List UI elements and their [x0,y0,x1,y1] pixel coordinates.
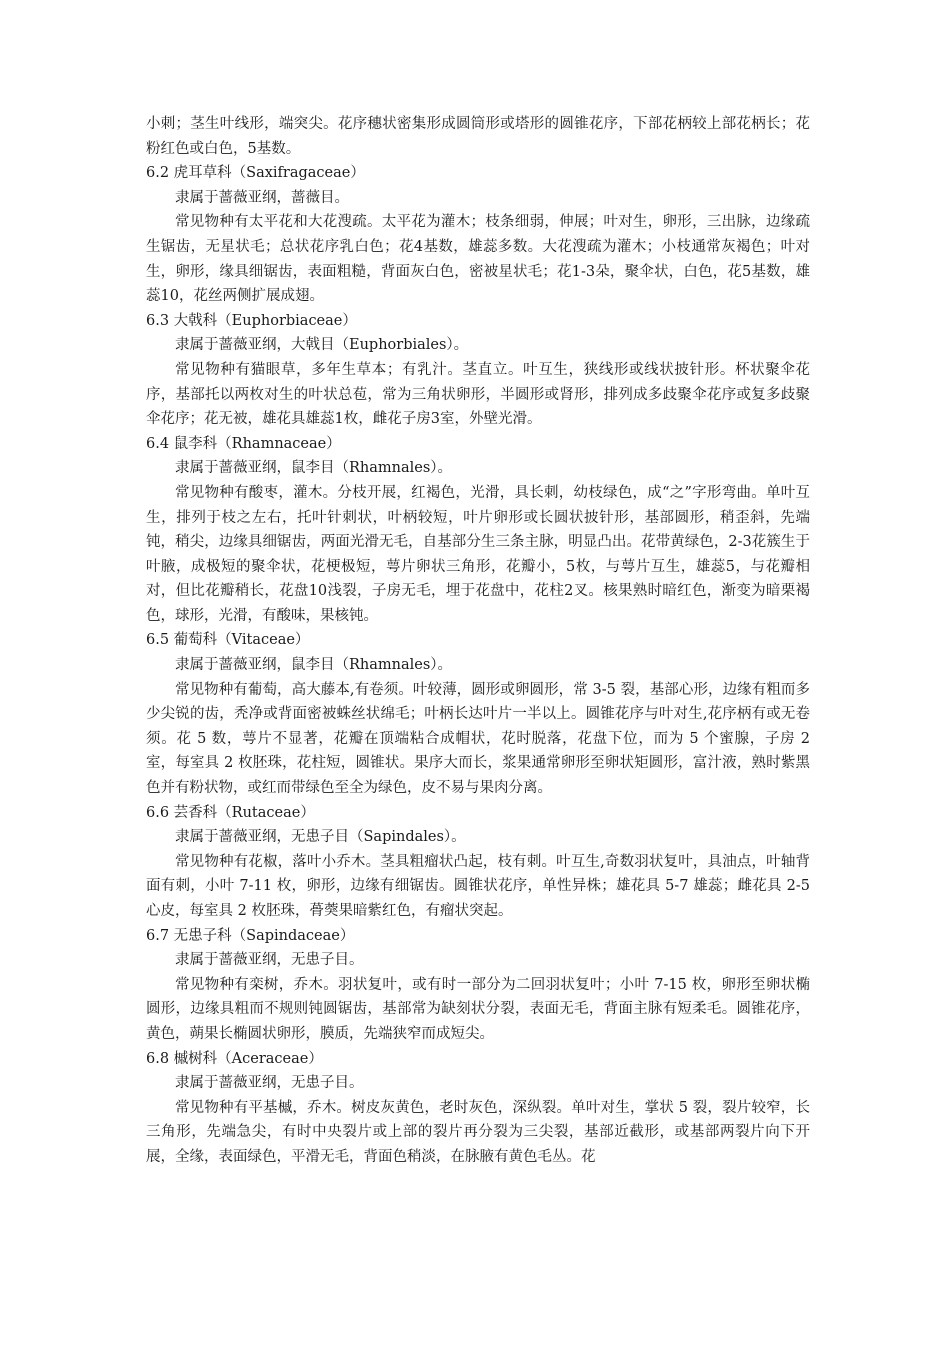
section-heading: 6.5 葡萄科（Vitaceae） [146,632,310,649]
paragraph: 隶属于蔷薇亚纲，蔷薇目。 [175,189,349,206]
paragraph: 常见物种有猫眼草，多年生草本；有乳汁。茎直立。叶互生，狭线形或线状披针形。杯状聚伞花序，基部托以两枚对生的叶状总苞，常为三角状卵形，半圆形或肾形，排列成多歧聚伞花序或复多歧聚伞花序；花无被，雄花具雄蕊1枚，雌花子房3室，外壁光滑。 [146,361,810,428]
section-heading: 6.4 鼠李科（Rhamnaceae） [146,435,341,452]
section-heading: 6.6 芸香科（Rutaceae） [146,804,315,821]
paragraph: 常见物种有葡萄，高大藤本,有卷须。叶较薄，圆形或卵圆形，常 3-5 裂，基部心形，边缘有粗而多少尖锐的齿，秃净或背面密被蛛丝状绵毛；叶柄长达叶片一半以上。圆锥花序与叶对生,花序柄有或无卷须。花 5 数，萼片不显著，花瓣在顶端粘合成帽状，花时脱落，花盘下位，而为 5 个蜜腺，子房 2 室，每室具 2 枚胚珠，花柱短，圆锥状。果序大而长，浆果通常卵形至卵状矩圆形，富汁液，熟时紫黑色并有粉状物，或红而带绿色至全为绿色，皮不易与果肉分离。 [146,681,810,797]
section-heading: 6.7 无患子科（Sapindaceae） [146,927,355,944]
paragraph: 小刺；茎生叶线形，端突尖。花序穗状密集形成圆筒形或塔形的圆锥花序，下部花柄较上部花柄长；花粉红色或白色，5基数。 [146,116,810,157]
paragraph: 隶属于蔷薇亚纲，大戟目（Euphorbiales）。 [175,337,469,354]
paragraph: 隶属于蔷薇亚纲，鼠李目（Rhamnales）。 [175,460,453,477]
paragraph: 常见物种有栾树，乔木。羽状复叶，或有时一部分为二回羽状复叶；小叶 7-15 枚，卵形至卵状椭圆形，边缘具粗而不规则钝圆锯齿，基部常为缺刻状分裂，表面无毛，背面主脉有短柔毛。圆锥花序，黄色，蒴果长椭圆状卵形，膜质，先端狭窄而成短尖。 [146,976,810,1042]
paragraph: 常见物种有平基槭，乔木。树皮灰黄色，老时灰色，深纵裂。单叶对生，掌状 5 裂，裂片较窄，长三角形，先端急尖，有时中央裂片或上部的裂片再分裂为三尖裂，基部近截形，或基部两裂片向下开展，全缘，表面绿色，平滑无毛，背面色稍淡，在脉腋有黄色毛丛。花 [146,1099,810,1165]
paragraph: 常见物种有花椒，落叶小乔木。茎具粗瘤状凸起，枝有刺。叶互生,奇数羽状复叶，具油点，叶轴背面有刺，小叶 7-11 枚，卵形，边缘有细锯齿。圆锥状花序，单性异株；雄花具 5-7 雄蕊；雌花具 2-5 心皮，每室具 2 枚胚珠，蓇葖果暗紫红色，有瘤状突起。 [146,853,810,919]
section-heading: 6.3 大戟科（Euphorbiaceae） [146,312,357,329]
paragraph: 常见物种有酸枣，灌木。分枝开展，红褐色，光滑，具长刺，幼枝绿色，成“之”字形弯曲。单叶互生，排列于枝之左右，托叶针刺状，叶柄较短，叶片卵形或长圆状披针形，基部圆形，稍歪斜，先端钝，稍尖，边缘具细锯齿，两面光滑无毛，自基部分生三条主脉，明显凸出。花带黄绿色，2-3花簇生于叶腋，成极短的聚伞状，花梗极短，萼片卵状三角形，花瓣小，5枚，与萼片互生，雄蕊5，与花瓣相对，但比花瓣稍长，花盘10浅裂，子房无毛，埋于花盘中，花柱2叉。核果熟时暗红色，渐变为暗栗褐色，球形，光滑，有酸味，果核钝。 [146,484,810,624]
section-heading: 6.8 槭树科（Aceraceae） [146,1050,323,1067]
paragraph: 隶属于蔷薇亚纲，无患子目（Sapindales）。 [175,829,466,846]
paragraph: 常见物种有太平花和大花溲疏。太平花为灌木；枝条细弱，伸展；叶对生，卵形，三出脉，边缘疏生锯齿，无星状毛；总状花序乳白色；花4基数，雄蕊多数。大花溲疏为灌木；小枝通常灰褐色；叶对生，卵形，缘具细锯齿，表面粗糙，背面灰白色，密被星状毛；花1-3朵，聚伞状，白色，花5基数，雄蕊10，花丝两侧扩展成翅。 [146,214,810,305]
section-heading: 6.2 虎耳草科（Saxifragaceae） [146,165,365,182]
paragraph: 隶属于蔷薇亚纲，无患子目。 [175,1075,364,1092]
paragraph: 隶属于蔷薇亚纲，无患子目。 [175,952,364,969]
paragraph: 隶属于蔷薇亚纲，鼠李目（Rhamnales）。 [175,657,453,674]
document-page [146,112,810,1170]
